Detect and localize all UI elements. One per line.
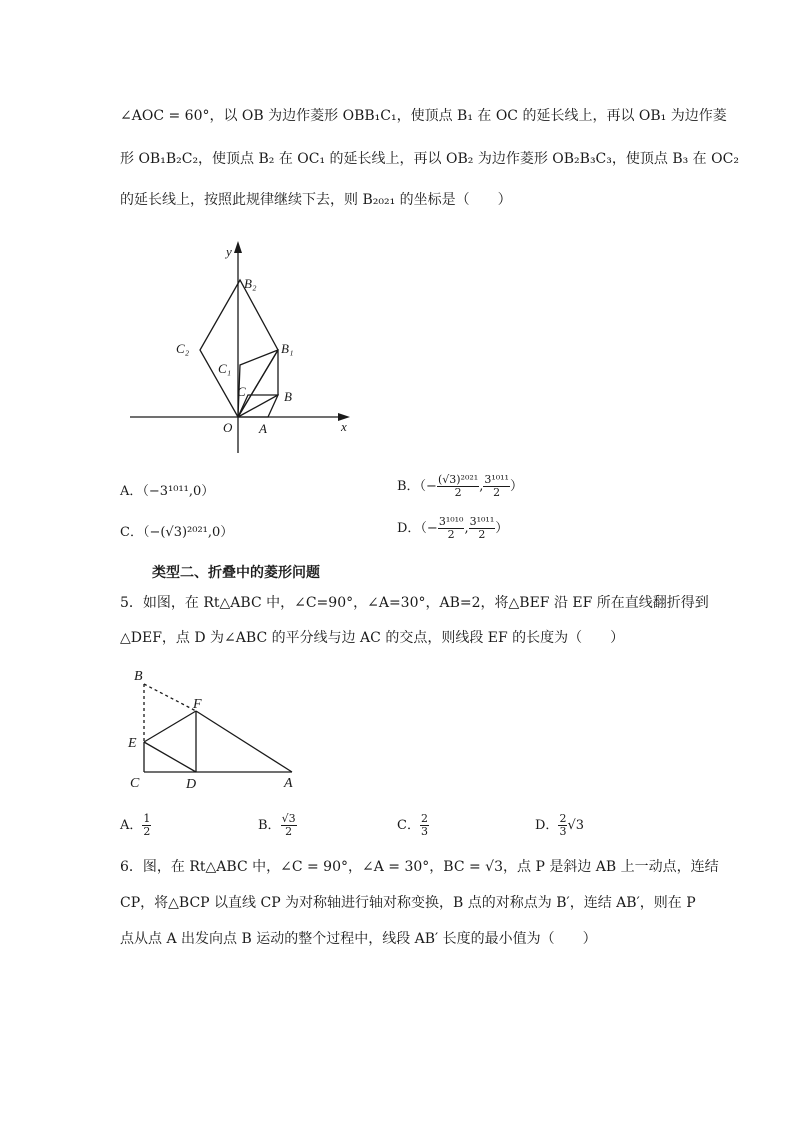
- label-x: x: [341, 419, 347, 434]
- q5-option-b[interactable]: [258, 813, 297, 838]
- q5-option-a-frac: $\frac{1}{2}$: [143, 812, 151, 838]
- label-b1: B₁: [281, 341, 294, 356]
- label-a: A: [259, 421, 267, 436]
- label-o: O: [223, 420, 233, 435]
- q4-text-line2: 形 OB₁B₂C₂，使顶点 B₂ 在 OC₁ 的延长线上，再以 OB₂ 为边作菱形 OB₂B₃C₃，使顶点 B₃ 在 OC₂: [120, 151, 739, 167]
- q5-option-d[interactable]: [535, 813, 584, 838]
- segment-ed: [144, 742, 196, 772]
- label-a: A: [284, 776, 293, 791]
- q6-text-line2: CP，将△BCP 以直线 CP 为对称轴进行轴对称变换，B 点的对称点为 B′，连结 AB′，则在 P: [120, 895, 696, 911]
- q4-option-d[interactable]: D．（− $\frac{\text{3¹⁰¹⁰}}{2}$ , $\frac{\text{3¹⁰¹¹}}{2}$ ）: [397, 515, 509, 541]
- y-axis-arrow: [234, 241, 242, 253]
- q4-option-d-frac2: $\frac{\text{3¹⁰¹¹}}{2}$: [469, 515, 495, 541]
- q4-option-b-suffix: ）: [509, 479, 523, 494]
- q5-option-d-label: D．: [535, 818, 559, 833]
- q5-text-line1: 5．如图，在 Rt△ABC 中，∠C=90°，∠A=30°，AB=2，将△BEF 沿 EF 所在直线翻折得到: [120, 595, 709, 611]
- q4-option-b[interactable]: B．（− $\frac{\text{(√3)²⁰²¹}}{2}$ , $\frac{\text{3¹⁰¹¹}}{2}$ ）: [397, 473, 523, 499]
- rhombus-figure: [120, 235, 360, 457]
- label-c: C: [130, 776, 140, 791]
- q4-option-b-prefix: B．（−: [397, 479, 437, 494]
- q5-option-b-label: B．: [258, 818, 281, 833]
- label-b2: B₂: [244, 276, 257, 291]
- q4-text-line3: 的延长线上，按照此规律继续下去，则 B₂₀₂₁ 的坐标是（ ）: [120, 192, 512, 208]
- q4-option-b-frac2: $\frac{\text{3¹⁰¹¹}}{2}$: [484, 473, 509, 499]
- label-y: y: [226, 244, 232, 259]
- q4-option-d-suffix: ）: [495, 521, 509, 536]
- q6-text-line1: 6．图，在 Rt△ABC 中，∠C = 90°，∠A = 30°，BC = √3，点 P 是斜边 AB 上一动点，连结: [120, 859, 719, 875]
- label-c: C: [237, 384, 246, 399]
- q5-option-a[interactable]: [120, 813, 151, 838]
- q4-text-line1: ∠AOC = 60°，以 OB 为边作菱形 OBB₁C₁，使顶点 B₁ 在 OC 的延长线上，再以 OB₁ 为边作菱: [120, 108, 727, 124]
- label-e: E: [128, 736, 137, 751]
- label-c1: C₁: [218, 361, 232, 376]
- q6-text-line3: 点从点 A 出发向点 B 运动的整个过程中，线段 AB′ 长度的最小值为（ ）: [120, 931, 597, 947]
- q5-option-d-tail: √3: [567, 818, 584, 833]
- q4-option-a[interactable]: A．（−3¹⁰¹¹,0）: [120, 484, 215, 499]
- q5-option-d-frac: $\frac{2}{3}$: [559, 812, 567, 838]
- q5-text-line2: △DEF，点 D 为∠ABC 的平分线与边 AC 的交点，则线段 EF 的长度为（ ）: [120, 630, 625, 646]
- q4-option-d-frac1: $\frac{\text{3¹⁰¹⁰}}{2}$: [438, 515, 464, 541]
- label-d: D: [186, 777, 197, 792]
- q5-option-b-frac: $\frac{√3}{2}$: [281, 812, 296, 838]
- label-b: B: [134, 669, 143, 684]
- section-heading: 类型二、折叠中的菱形问题: [152, 565, 320, 581]
- label-c2: C₂: [176, 341, 190, 356]
- q5-option-c-label: C．: [397, 818, 420, 833]
- segment-fa: [196, 711, 292, 772]
- dashed-bf: [144, 684, 196, 711]
- q5-option-a-label: A．: [120, 818, 143, 833]
- segment-ef: [144, 711, 196, 742]
- label-f: F: [193, 697, 202, 712]
- label-b: B: [284, 389, 292, 404]
- q5-option-c[interactable]: [397, 813, 429, 838]
- q4-option-b-frac1: $\frac{\text{(√3)²⁰²¹}}{2}$: [437, 473, 479, 499]
- q4-option-c[interactable]: C．（−(√3)²⁰²¹,0）: [120, 525, 234, 540]
- fold-triangle-figure: [120, 664, 310, 794]
- q5-option-c-frac: $\frac{2}{3}$: [420, 812, 428, 838]
- q4-option-d-prefix: D．（−: [397, 521, 438, 536]
